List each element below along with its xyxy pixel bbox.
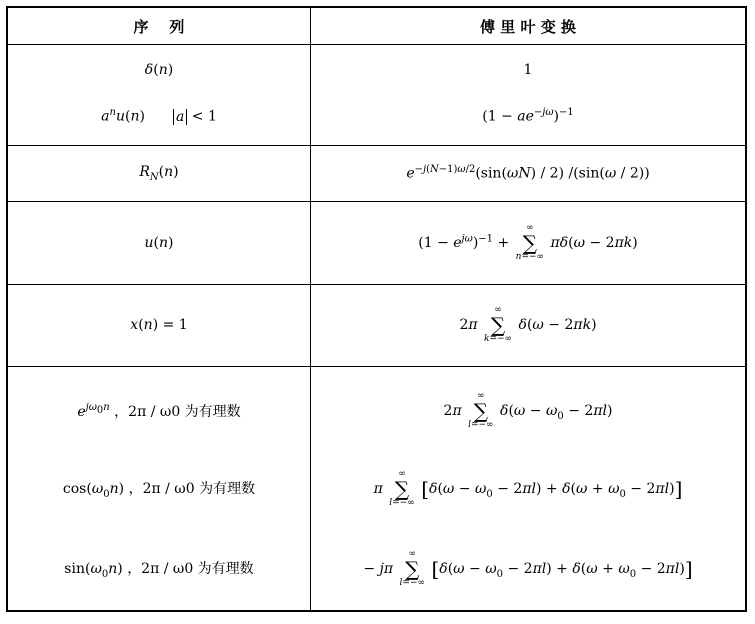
seq-sin-tail: ，2π / ω0 为有理数	[127, 561, 254, 578]
row-divider	[8, 44, 745, 45]
row-xn-ft	[311, 284, 745, 366]
fourier-transform-table	[6, 6, 747, 612]
header-fourier	[311, 8, 745, 44]
seq-cos-tail: ，2π / ω0 为有理数	[128, 481, 256, 498]
ft-xn: 2π ∞ ∑ k=−∞ δ(ω − 2πk)	[459, 305, 597, 344]
ft-cos: π ∞ ∑ l=−∞ $[\delta(\omega - \omega_0 - 2\pi l) + \delta(\omega + \omega_0 - 2\pi l)]$	[373, 469, 683, 508]
row-cos-ft	[311, 454, 745, 524]
row-sin-ft	[311, 534, 745, 604]
row-xn-seq	[8, 284, 310, 366]
ft-an: $(1 - ae^{-j\omega})^{-1}$	[482, 107, 574, 125]
seq-cos: $\cos(\omega_0n)$ ，2π / ω0 为有理数	[62, 481, 256, 500]
ft-sin: − jπ ∞ ∑ l=−∞ $[\delta(\omega - \omega_0 - 2\pi l) + \delta(\omega + \omega_0 - 2\pi l)]$	[363, 549, 693, 588]
row-an-seq	[8, 96, 310, 136]
row-rn-seq	[8, 145, 310, 201]
row-delta-ft	[311, 52, 745, 88]
seq-delta: δ(n)	[144, 62, 174, 78]
row-un-seq	[8, 201, 310, 284]
row-sin-seq	[8, 534, 310, 604]
seq-rn: $R_N(n)$	[139, 163, 179, 183]
row-cos-seq	[8, 454, 310, 524]
header-sequence-text: 序 列	[133, 17, 185, 36]
ft-delta: 1	[523, 62, 533, 78]
ft-un: $(1 - e^{j\omega})^{-1}$ + ∞ ∑ n=−∞ πδ(ω − 2πk)	[418, 222, 638, 262]
seq-un: u(n)	[144, 234, 174, 251]
header-sequence	[8, 8, 310, 44]
row-un-ft	[311, 201, 745, 284]
row-exp-seq	[8, 376, 310, 446]
seq-exp: $e^{j\omega_0n}$ ，2π / ω0 为有理数	[77, 402, 241, 420]
header-fourier-text: 傅 里 叶 变 换	[480, 17, 576, 36]
sum-symbol: ∞ ∑ n=−∞	[515, 222, 545, 262]
row-rn-ft	[311, 145, 745, 201]
row-delta-seq	[8, 52, 310, 88]
sum-symbol: ∞ ∑ l=−∞	[389, 469, 415, 508]
seq-an: $a^nu(n) a < 1$	[101, 107, 217, 125]
sum-symbol: ∞ ∑ l=−∞	[468, 391, 494, 430]
seq-sin: $\sin(\omega_0n)$ ，2π / ω0 为有理数	[64, 561, 254, 580]
seq-exp-tail: ，2π / ω0 为有理数	[114, 404, 241, 420]
row-divider	[8, 366, 745, 367]
seq-xn: x(n) = 1	[130, 317, 188, 333]
ft-exp: 2π ∞ ∑ l=−∞ $\delta(\omega - \omega_0 - 2\pi l)$	[443, 391, 613, 430]
sum-symbol: ∞ ∑ k=−∞	[484, 305, 513, 344]
ft-rn: $e^{-j(N-1)\omega/2}(\sin(\omega N) / 2)$ /(sin(ω / 2))	[406, 164, 650, 182]
sum-symbol: ∞ ∑ l=−∞	[399, 549, 425, 588]
row-exp-ft	[311, 376, 745, 446]
row-an-ft	[311, 96, 745, 136]
